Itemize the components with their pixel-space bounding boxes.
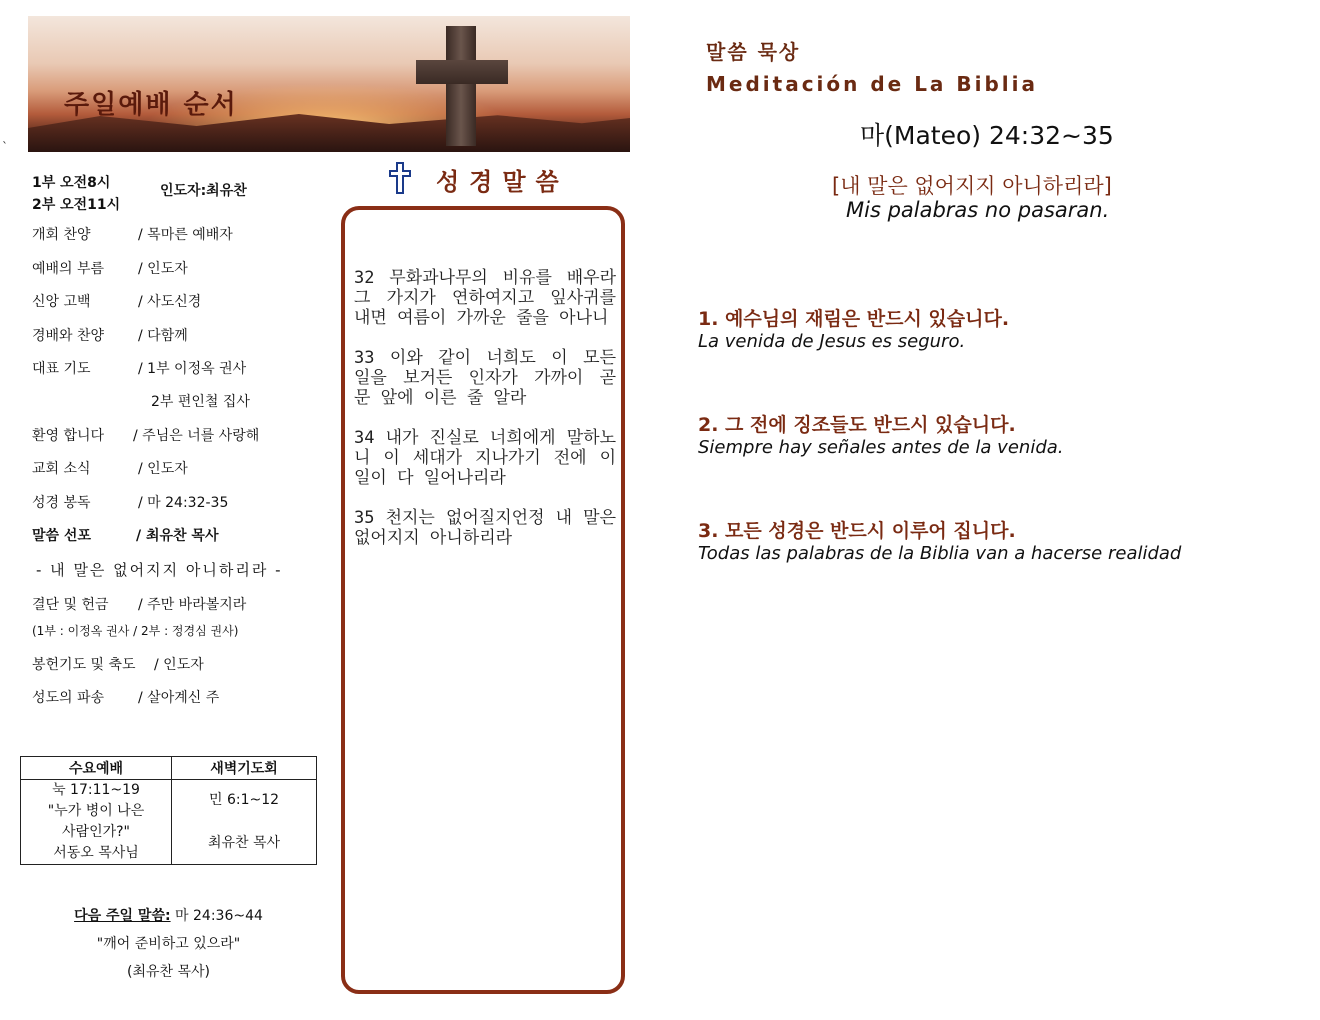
order-value: / 마 24:32-35 (138, 495, 229, 511)
point-3-es: Todas las palabras de la Biblia van a hacerse realidad (698, 543, 1182, 564)
order-label: 예배의 부름 (32, 261, 105, 277)
order-label: 개회 찬양 (32, 227, 91, 243)
point-2-ko: 2. 그 전에 징조들도 반드시 있습니다. (698, 414, 1016, 436)
order-value: / 인도자 (154, 657, 204, 673)
wednesday-title-1: "누가 병이 나은 (47, 803, 145, 819)
verse-32: 32 무화과나무의 비유를 배우라 그 가지가 연하여지고 잎사귀를 내면 여름이 가까운 줄을 아나니 (354, 268, 616, 328)
order-value: / 인도자 (138, 261, 188, 277)
meditation-quote-es: Mis palabras no pasaran. (846, 198, 1110, 222)
meditation-title-ko: 말씀 묵상 (706, 40, 801, 64)
cross-icon (388, 162, 412, 194)
scripture-verses (354, 268, 616, 568)
scripture-title: 성경말씀 (436, 168, 569, 196)
order-value: / 다함께 (138, 328, 188, 344)
stray-mark: ` (2, 140, 8, 154)
order-label: 성도의 파송 (32, 690, 105, 706)
order-value: 2부 편인철 집사 (151, 394, 250, 410)
order-label: 결단 및 헌금 (32, 597, 109, 613)
dawn-preacher: 최유찬 목사 (207, 835, 281, 851)
table-header-dawn: 새벽기도회 (172, 757, 317, 780)
order-label: 신앙 고백 (32, 294, 91, 310)
order-value: / 살아계신 주 (138, 690, 220, 706)
point-2-es: Siempre hay señales antes de la venida. (698, 437, 1064, 458)
service-leader: 인도자:최유찬 (160, 183, 247, 199)
meditation-reference: 마(Mateo) 24:32~35 (860, 121, 1114, 150)
order-value: / 주만 바라볼지라 (138, 597, 247, 613)
next-sunday (20, 902, 317, 986)
offering-note: (1부 : 이정옥 권사 / 2부 : 정경심 권사) (32, 624, 239, 638)
service-times (32, 172, 120, 216)
dawn-cell (172, 780, 317, 865)
order-value: / 목마른 예배자 (138, 227, 233, 243)
meditation-quote-ko: [내 말은 없어지지 아니하리라] (832, 174, 1112, 198)
header-banner (28, 16, 630, 152)
meditation-title-es: Meditación de La Biblia (706, 72, 1039, 96)
wednesday-title-2: 사람인가?" (62, 824, 130, 840)
next-sunday-preacher: (최유찬 목사) (127, 964, 210, 980)
order-label: 환영 합니다 (32, 428, 105, 444)
order-value: / 주님은 너를 사랑해 (133, 428, 260, 444)
table-header-wednesday: 수요예배 (21, 757, 172, 780)
next-sunday-line (20, 902, 317, 930)
next-sunday-title: "깨어 준비하고 있으라" (96, 936, 241, 952)
order-value: / 인도자 (138, 461, 188, 477)
verse-34: 34 내가 진실로 너희에게 말하노니 이 세대가 지나가기 전에 이 일이 다 일어나리라 (354, 428, 616, 488)
next-sunday-label: 다음 주일 말씀: (74, 908, 171, 924)
order-value: / 최유찬 목사 (136, 528, 219, 544)
order-label: 대표 기도 (32, 361, 91, 377)
order-label: 말씀 선포 (32, 528, 91, 544)
order-label: 교회 소식 (32, 461, 91, 477)
next-sunday-ref: 마 24:36~44 (170, 908, 263, 924)
service-first: 1부 오전8시 (32, 175, 111, 191)
verse-33: 33 이와 같이 너희도 이 모든 일을 보거든 인자가 가까이 곧 문 앞에 이른 줄 알라 (354, 348, 616, 408)
wednesday-cell (21, 780, 172, 865)
point-3-ko: 3. 모든 성경은 반드시 이루어 집니다. (698, 520, 1016, 542)
weekly-schedule-table (20, 756, 317, 865)
banner-title: 주일예배 순서 (64, 90, 238, 120)
order-value: / 1부 이정옥 권사 (138, 361, 247, 377)
service-second: 2부 오전11시 (32, 197, 121, 213)
dawn-ref: 민 6:1~12 (208, 792, 280, 808)
verse-35: 35 천지는 없어질지언정 내 말은 없어지지 아니하리라 (354, 508, 616, 548)
order-label: 경배와 찬양 (32, 328, 105, 344)
order-label: 성경 봉독 (32, 495, 91, 511)
wednesday-preacher: 서동오 목사님 (53, 845, 139, 861)
banner-cross-vertical (446, 26, 476, 146)
point-1-es: La venida de Jesus es seguro. (698, 331, 966, 352)
order-label: 봉헌기도 및 축도 (32, 657, 136, 673)
order-value: / 사도신경 (138, 294, 202, 310)
sermon-title: - 내 말은 없어지지 아니하리라 - (36, 561, 283, 579)
point-1-ko: 1. 예수님의 재림은 반드시 있습니다. (698, 308, 1010, 330)
wednesday-ref: 눅 17:11~19 (52, 782, 140, 798)
banner-cross-horizontal (416, 60, 508, 84)
